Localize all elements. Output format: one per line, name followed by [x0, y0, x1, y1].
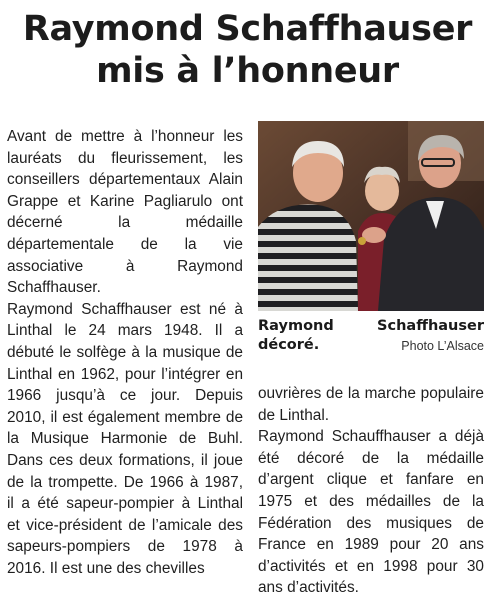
- headline-line-1: Raymond Schaffhauser: [22, 9, 473, 49]
- photo-caption: Raymond Schaffhauser décoré.: [258, 318, 484, 353]
- left-column: [7, 126, 243, 579]
- ceremony-photo-illustration: [258, 121, 484, 311]
- paragraph-continuation: ouvrières de la marche populaire de Linthal.: [258, 385, 484, 424]
- article-photo: [258, 121, 484, 311]
- right-column: [258, 383, 484, 599]
- photo-credit: Photo L’Alsace: [401, 339, 484, 353]
- article-headline: [0, 8, 495, 92]
- paragraph-biography: Raymond Schaffhauser est né à Linthal le 24 mars 1948. Il a débuté le solfège à la musique de Linthal en 1962, pour l’intégrer en 1966 jusqu’à ce jour. Depuis 2010, il est également membre de la Musique Harmonie de Buhl. Dans ces deux formations, il joue de la trompette. De 1966 à 1987, il a été sapeur-pompier à Linthal et vice-président de l’amicale des sapeurs-pompiers de 1978 à 2016. Il est une des chevilles: [7, 300, 243, 577]
- paragraph-decorations: Raymond Schauffhauser a déjà été décoré de la médaille d’argent clique et fanfare en 1975 et des médailles de la Fédération des musiques de France en 1989 pour 20 ans d’activités et en 1998 pour 30 ans d’activités.: [258, 428, 484, 597]
- paragraph-intro: Avant de mettre à l’honneur les lauréats du fleurissement, les conseillers départementaux Alain Grappe et Karine Pagliarulo ont décerné la médaille départementale de la vie associative à Raymond Schaffhauser.: [7, 128, 243, 297]
- headline-line-2: mis à l’honneur: [96, 51, 399, 91]
